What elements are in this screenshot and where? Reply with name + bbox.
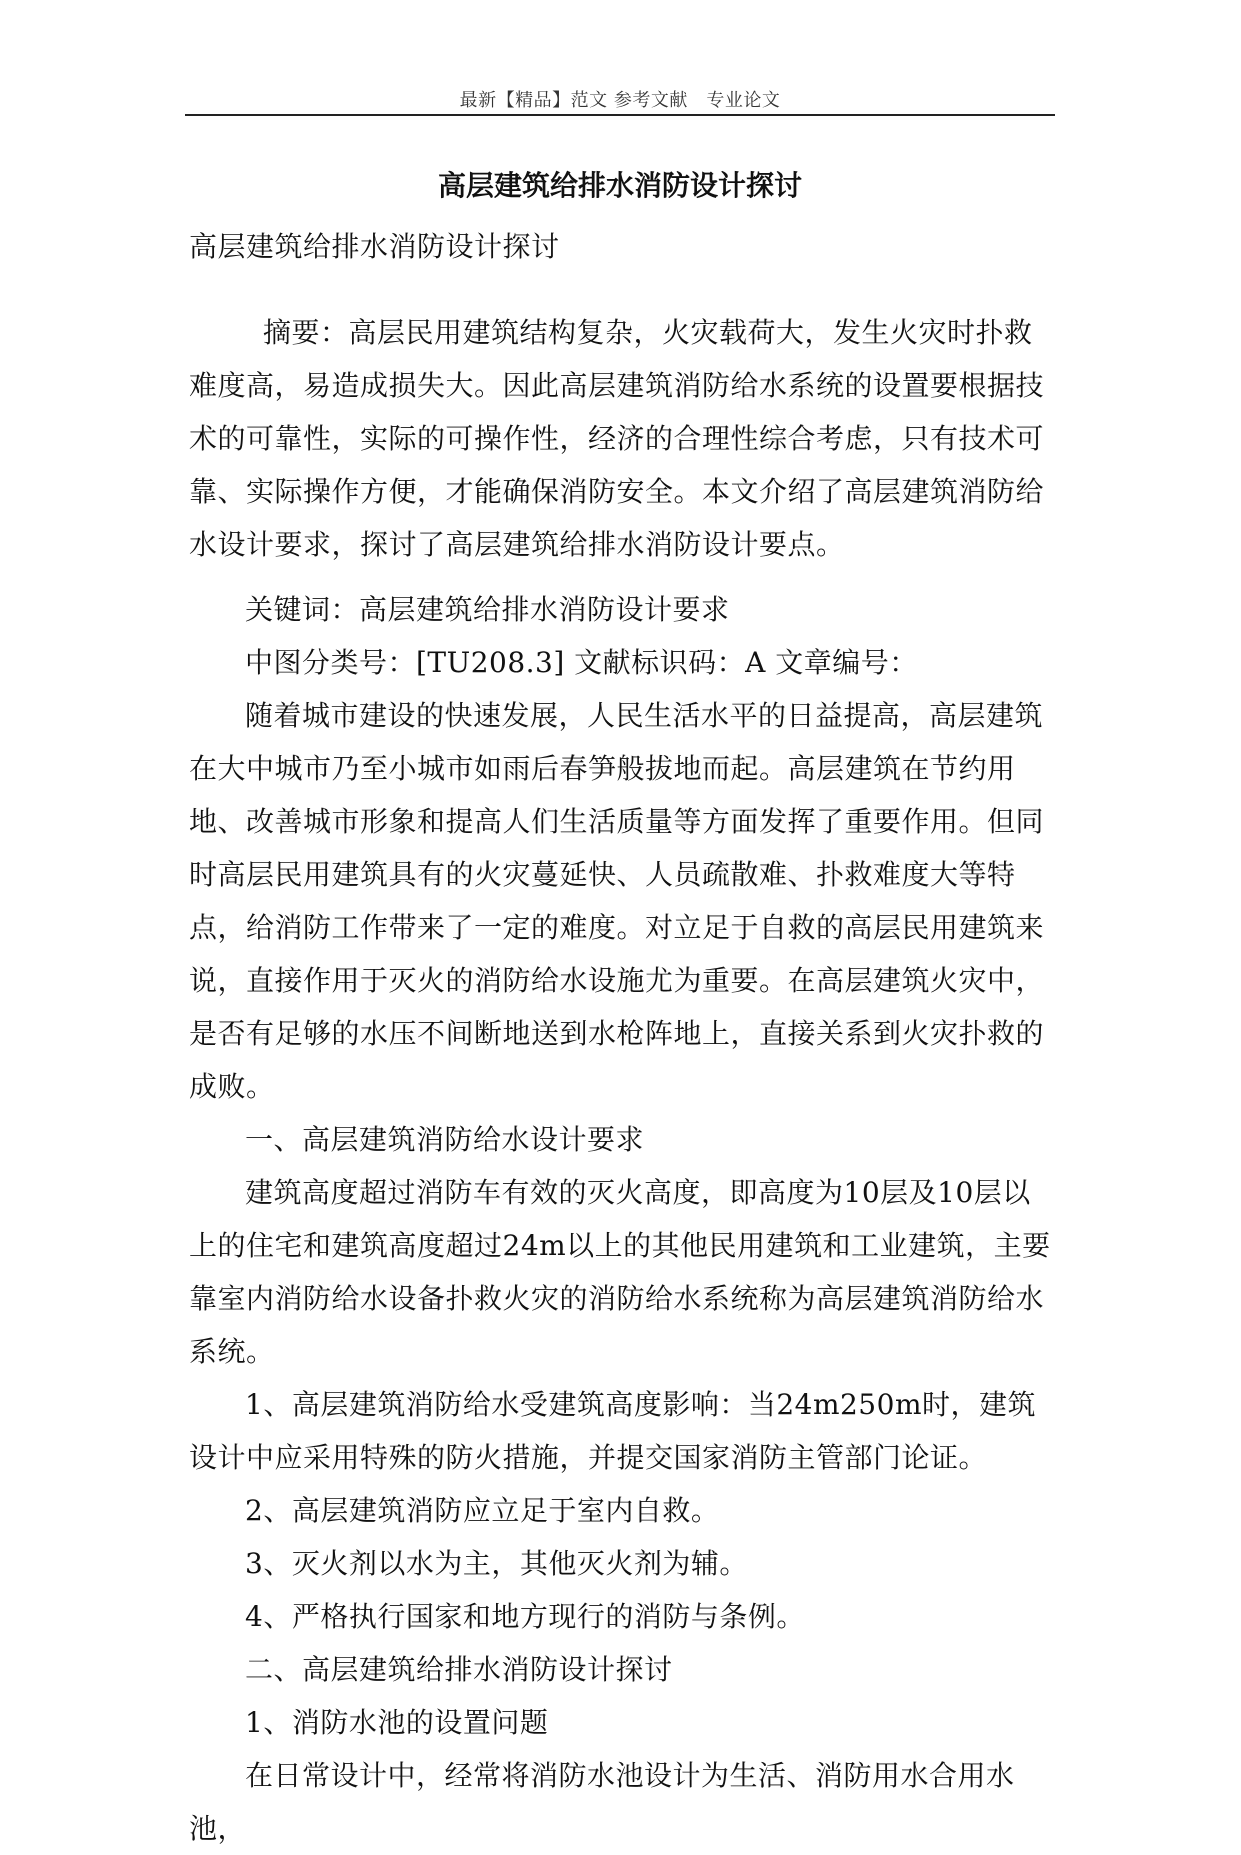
- list-item: 1、高层建筑消防给水受建筑高度影响：当24m250m时，建筑设计中应采用特殊的防火措施，并提交国家消防主管部门论证。: [189, 1388, 1036, 1474]
- list-item: 3、灭火剂以水为主，其他灭火剂为辅。: [245, 1547, 748, 1580]
- intro-paragraph: 随着城市建设的快速发展，人民生活水平的日益提高，高层建筑在大中城市乃至小城市如雨后春笋般拔地而起。高层建筑在节约用地、改善城市形象和提高人们生活质量等方面发挥了重要作用。但同时高层民用建筑具有的火灾蔓延快、人员疏散难、扑救难度大等特点，给消防工作带来了一定的难度。对立足于自救的高层民用建筑来说，直接作用于灭火的消防给水设施尤为重要。在高层建筑火灾中，是否有足够的水压不间断地送到水枪阵地上，直接关系到火灾扑救的成败。: [189, 699, 1045, 1103]
- list-item: 4、严格执行国家和地方现行的消防与条例。: [245, 1600, 805, 1633]
- header-divider: [185, 114, 1055, 116]
- section-heading: 一、高层建筑消防给水设计要求: [245, 1123, 645, 1156]
- document-title: 高层建筑给排水消防设计探讨: [437, 169, 802, 202]
- body-paragraph: 建筑高度超过消防车有效的灭火高度，即高度为10层及10层以上的住宅和建筑高度超过24m以上的其他民用建筑和工业建筑，主要靠室内消防给水设备扑救火灾的消防给水系统称为高层建筑消防给水系统。: [189, 1176, 1051, 1368]
- running-header: 最新【精品】范文 参考文献 专业论文: [459, 90, 781, 111]
- document-subtitle: 高层建筑给排水消防设计探讨: [189, 230, 560, 263]
- keywords-line: 关键词：高层建筑给排水消防设计要求: [245, 593, 730, 626]
- abstract-paragraph: 摘要：高层民用建筑结构复杂，火灾载荷大，发生火灾时扑救难度高，易造成损失大。因此高层建筑消防给水系统的设置要根据技术的可靠性，实际的可操作性，经济的合理性综合考虑，只有技术可靠、实际操作方便，才能确保消防安全。本文介绍了高层建筑消防给水设计要求，探讨了高层建筑给排水消防设计要点。: [189, 316, 1045, 561]
- subsection-heading: 1、消防水池的设置问题: [245, 1706, 549, 1739]
- classification-line: 中图分类号：[TU208.3] 文献标识码：A 文章编号：: [245, 646, 918, 679]
- list-item: 2、高层建筑消防应立足于室内自救。: [245, 1494, 720, 1527]
- section-heading: 二、高层建筑给排水消防设计探讨: [245, 1653, 673, 1686]
- body-paragraph: 在日常设计中，经常将消防水池设计为生活、消防用水合用水池，: [189, 1759, 1015, 1845]
- body-flow: [189, 583, 1059, 1855]
